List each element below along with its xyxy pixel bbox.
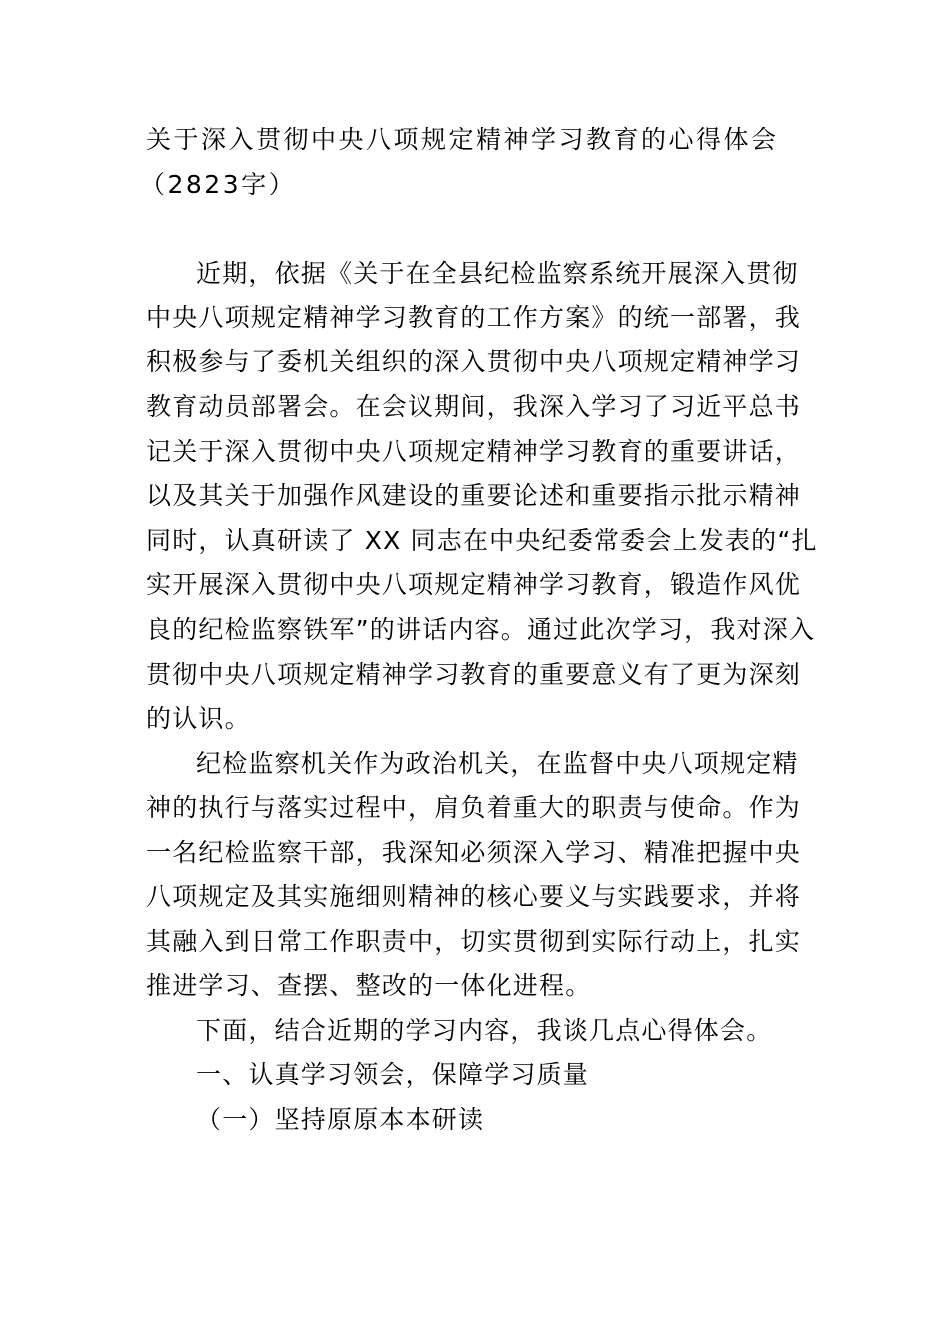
paragraph-line: 神的执行与落实过程中，肩负着重大的职责与使命。作为 (146, 793, 802, 822)
paragraph-line: 记关于深入贯彻中央八项规定精神学习教育的重要讲话， (146, 437, 802, 466)
section-heading: 一、认真学习领会，保障学习质量 (196, 1060, 590, 1089)
paragraph-line: 近期，依据《关于在全县纪检监察系统开展深入贯彻 (196, 259, 799, 288)
paragraph-line: 同时，认真研读了 XX 同志在中央纪委常委会上发表的“扎 (146, 526, 818, 555)
document-title-line-1: 关于深入贯彻中央八项规定精神学习教育的心得体会 (146, 125, 779, 154)
paragraph-line: 其融入到日常工作职责中，切实贯彻到实际行动上，扎实 (146, 927, 802, 956)
paragraph-line: 推进学习、查摆、整改的一体化进程。 (146, 971, 592, 1000)
paragraph-line: 良的纪检监察铁军”的讲话内容。通过此次学习，我对深入 (146, 615, 816, 644)
paragraph-line: 积极参与了委机关组织的深入贯彻中央八项规定精神学习 (146, 347, 802, 376)
document-title-line-2: （2823字） (140, 170, 297, 199)
subsection-heading: （一）坚持原原本本研读 (196, 1105, 485, 1134)
paragraph-line: 以及其关于加强作风建设的重要论述和重要指示批示精神 (146, 481, 802, 510)
paragraph-line: 一名纪检监察干部，我深知必须深入学习、精准把握中央 (146, 838, 802, 867)
paragraph-line: 纪检监察机关作为政治机关，在监督中央八项规定精 (196, 749, 799, 778)
paragraph-line: 八项规定及其实施细则精神的核心要义与实践要求，并将 (146, 882, 802, 911)
paragraph-line: 教育动员部署会。在会议期间，我深入学习了习近平总书 (146, 392, 802, 421)
paragraph-line: 贯彻中央八项规定精神学习教育的重要意义有了更为深刻 (146, 660, 802, 689)
paragraph-line: 中央八项规定精神学习教育的工作方案》的统一部署，我 (146, 303, 802, 332)
paragraph-line: 实开展深入贯彻中央八项规定精神学习教育，锻造作风优 (146, 570, 802, 599)
paragraph-line: 下面，结合近期的学习内容，我谈几点心得体会。 (196, 1016, 773, 1045)
paragraph-line: 的认识。 (146, 704, 251, 733)
